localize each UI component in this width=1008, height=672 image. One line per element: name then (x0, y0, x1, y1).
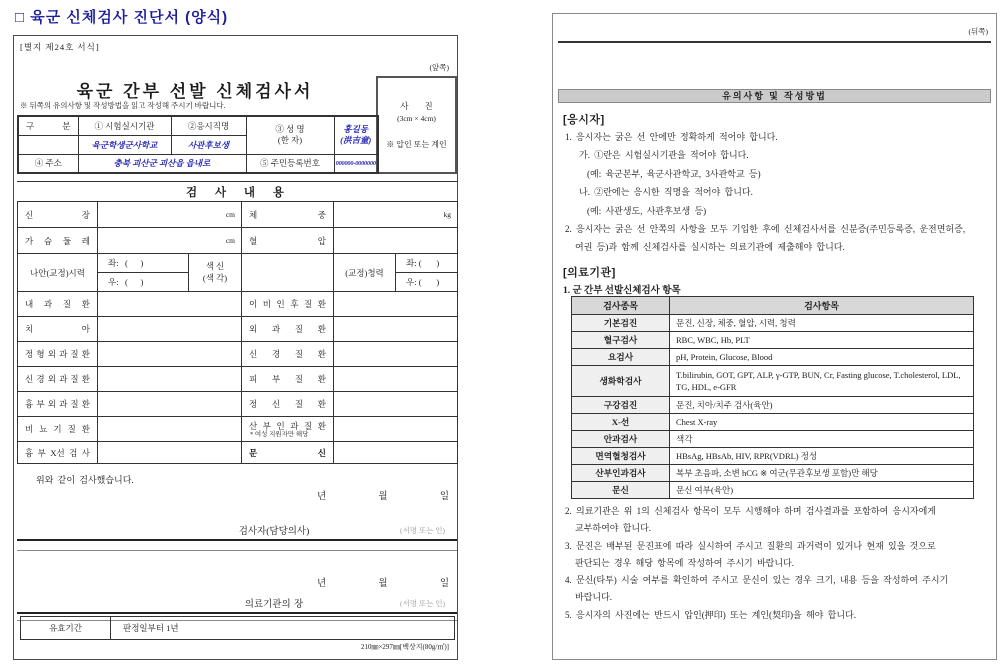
note-line: 2. 의료기관은 위 1의 신체검사 항목이 모두 시행해야 하며 검사결과를 포함하여 응시자에게 (565, 506, 936, 516)
instruction-line: (예: 육군본부, 육군사관학교, 3사관학교 등) (587, 168, 761, 179)
obgyn-note: * 여성 지원자만 해당 (250, 430, 309, 438)
year-label: 년 (317, 492, 327, 502)
color-vision-label (189, 254, 242, 292)
row-tattoo-label: 문 신 (242, 442, 334, 464)
director-date-line (317, 575, 449, 589)
item-type: 기본검진 (572, 315, 670, 332)
vision-left-cell: 좌: ( ) (98, 254, 189, 273)
day-label: 일 (439, 579, 449, 589)
surgery-value-cell (334, 317, 458, 342)
note-line: 4. 문신(타투) 시술 여부를 확인하여 주시고 문신이 있는 경우 크기, 내용 등을 작성하여 주시기 (565, 575, 949, 586)
instruction-line: 나. ②란에는 응시한 직명을 적어야 합니다. (579, 187, 753, 198)
neurosurgery-value-cell (98, 367, 242, 392)
row-bp-label: 혈 압 (242, 228, 334, 254)
form-number: [별지 제24호 서식] (20, 42, 100, 52)
validity-value: 판정일부터 1년 (111, 617, 455, 640)
dental-value-cell (98, 317, 242, 342)
info-header-position: ②응시직명 (171, 116, 246, 135)
hanja-label: (한 자) (277, 135, 303, 146)
photo-box (376, 76, 457, 174)
row-orthopedic-label: 정 형 외 과 질 환 (18, 342, 98, 367)
examiner-date-line (317, 488, 449, 502)
exam-items-table (571, 296, 974, 499)
item-detail: Chest X-ray (670, 414, 974, 431)
photo-label: 사 진 (400, 101, 440, 111)
note-line: 바랍니다. (575, 592, 613, 603)
name-label: ③ 성 명 (275, 123, 305, 134)
form-back-page (552, 13, 997, 660)
signature-rule-thick-1 (17, 539, 457, 541)
medical-section-title: [의료기관] (563, 267, 616, 279)
exam-statement: 위와 같이 검사했습니다. (36, 475, 134, 485)
paper-spec: 210㎜×297㎜[백상지(80g/㎡)] (360, 643, 449, 651)
instruction-line: 2. 응시자는 굵은 선 안쪽의 사항을 모두 기입한 후에 신체검사서를 신분증(주민등록증, 운전면허증, (565, 223, 966, 234)
row-weight-label: 체 중 (242, 202, 334, 228)
item-detail: pH, Protein, Glucose, Blood (670, 349, 974, 366)
info-header-gubun: 구 분 (18, 116, 78, 135)
item-type: 구강검진 (572, 397, 670, 414)
form-instruction-note: ※ 뒤쪽의 유의사항 및 작성방법을 읽고 작성해 주시기 바랍니다. (20, 101, 226, 110)
row-height-label: 신 장 (18, 202, 98, 228)
document-title: □ 육군 신체검사 진단서 (양식) (15, 9, 229, 26)
item-detail: T.bilirubin, GOT, GPT, ALP, γ-GTP, BUN, Cr, Fasting glucose, T.cholesterol, LDL, TG, HDL, e-GFR (670, 366, 974, 397)
month-label: 월 (378, 579, 388, 589)
position-value: 사관후보생 (171, 135, 246, 154)
signature-rule-thick-2 (17, 612, 457, 614)
height-value-cell: cm (98, 202, 242, 228)
director-seal-note: (서명 또는 인) (400, 599, 445, 608)
info-gubun-blank-cell (18, 135, 78, 154)
urology-value-cell (98, 417, 242, 442)
obgyn-label-text: 산 부 인 과 질 환 (249, 420, 327, 431)
row-chest-label: 가 슴 둘 레 (18, 228, 98, 254)
section-divider (17, 181, 457, 182)
info-header-exam-org: ① 시험실시기관 (78, 116, 171, 135)
item-detail: HBsAg, HBsAb, HIV, RPR(VDRL) 정성 (670, 448, 974, 465)
applicant-section-title: [응시자] (563, 114, 605, 126)
hearing-left-cell: 좌: ( ) (396, 254, 458, 273)
items-header-detail: 검사항목 (670, 297, 974, 315)
color-vision-value-cell (242, 254, 334, 292)
xray-value-cell (98, 442, 242, 464)
applicant-instructions (565, 130, 993, 259)
chest-value-cell: cm (98, 228, 242, 254)
validity-label: 유효기간 (21, 617, 111, 640)
internal-value-cell (98, 292, 242, 317)
director-signature-label: 의료기관의 장 (244, 600, 304, 610)
neurology-value-cell (334, 342, 458, 367)
front-side-label: (앞쪽) (429, 63, 449, 72)
day-label: 일 (439, 492, 449, 502)
rrn-value: 000000-0000000 (334, 154, 378, 173)
item-type: 안과검사 (572, 431, 670, 448)
note-line: 판단되는 경우 해당 항목에 작성하여 주시기 바랍니다. (575, 557, 795, 568)
row-thoracic-label: 흉 부 외 과 질 환 (18, 392, 98, 417)
rrn-label: ⑤ 주민등록번호 (246, 154, 334, 173)
medical-notes (565, 504, 995, 625)
instruction-line: 가. ①란은 시험실시기관을 적어야 합니다. (579, 150, 749, 161)
name-value: 홍길동 (343, 123, 369, 134)
exam-content-table (17, 201, 458, 464)
item-detail: 색각 (670, 431, 974, 448)
month-label: 월 (378, 492, 388, 502)
item-detail: RBC, WBC, Hb, PLT (670, 332, 974, 349)
back-side-label: (뒤쪽) (968, 27, 988, 36)
note-line: 3. 문진은 배부된 문진표에 따라 실시하여 주시고 질환의 과거력이 있거나 현재 있을 것으로 (565, 540, 936, 551)
psychiatry-value-cell (334, 392, 458, 417)
tattoo-value-cell (334, 442, 458, 464)
weight-value-cell: kg (334, 202, 458, 228)
item-type: 면역혈청검사 (572, 448, 670, 465)
vision-right-cell: 우: ( ) (98, 273, 189, 292)
info-header-name (246, 116, 334, 154)
item-type: 요검사 (572, 349, 670, 366)
orthopedic-value-cell (98, 342, 242, 367)
row-dental-label: 치 아 (18, 317, 98, 342)
photo-size-label: (3cm × 4cm) (397, 114, 436, 123)
note-line: 5. 응시자의 사진에는 반드시 압인(押印) 또는 계인(契印)을 해야 합니다. (565, 609, 856, 620)
item-type: 생화학검사 (572, 366, 670, 397)
bp-value-cell (334, 228, 458, 254)
color-vision-label-1: 색 신 (205, 261, 225, 272)
hearing-label: (교정)청력 (334, 254, 396, 292)
row-urology-label: 비 뇨 기 질 환 (18, 417, 98, 442)
exam-items-subtitle: 1. 군 간부 선발신체검사 항목 (563, 286, 681, 296)
row-neurosurgery-label: 신 경 외 과 질 환 (18, 367, 98, 392)
item-type: 문신 (572, 482, 670, 499)
row-xray-label: 흉 부 X선 검 사 (18, 442, 98, 464)
item-detail: 문진, 신장, 체중, 혈압, 시력, 청력 (670, 315, 974, 332)
row-vision-label: 나안(교정)시력 (18, 254, 98, 292)
row-ent-label: 이 비 인 후 질 환 (242, 292, 334, 317)
item-type: X-선 (572, 414, 670, 431)
row-obgyn-label (242, 417, 334, 442)
photo-stamp-note: ※ 압인 또는 계인 (386, 140, 447, 149)
color-vision-label-2: (색 각) (202, 272, 228, 283)
applicant-info-table (17, 115, 379, 174)
address-label: ④ 주소 (18, 154, 78, 173)
item-type: 산부인과검사 (572, 465, 670, 482)
thoracic-value-cell (98, 392, 242, 417)
name-value-cell (334, 116, 378, 154)
items-header-type: 검사종목 (572, 297, 670, 315)
row-psychiatry-label: 정 신 질 환 (242, 392, 334, 417)
signature-rule-thin-1 (17, 550, 457, 551)
row-surgery-label: 외 과 질 환 (242, 317, 334, 342)
exam-section-title: 검 사 내 용 (185, 187, 288, 199)
dermatology-value-cell (334, 367, 458, 392)
hearing-right-cell: 우: ( ) (396, 273, 458, 292)
obgyn-value-cell (334, 417, 458, 442)
instruction-line: 여권 등)과 함께 신체검사를 실시하는 의료기관에 제출해야 합니다. (575, 242, 845, 253)
note-line: 교부하여야 합니다. (575, 523, 652, 534)
row-dermatology-label: 피 부 질 환 (242, 367, 334, 392)
item-detail: 복부 초음파, 소변 hCG ※ 여군(무관후보생 포함)만 해당 (670, 465, 974, 482)
year-label: 년 (317, 579, 327, 589)
item-detail: 문신 여부(육안) (670, 482, 974, 499)
ent-value-cell (334, 292, 458, 317)
row-internal-label: 내 과 질 환 (18, 292, 98, 317)
validity-table (20, 616, 455, 640)
item-detail: 문진, 치아/치주 검사(육안) (670, 397, 974, 414)
instruction-line: 1. 응시자는 굵은 선 안에만 정확하게 적어야 합니다. (565, 132, 778, 142)
address-value: 충북 괴산군 괴산읍 읍내로 (78, 154, 246, 173)
back-top-rule (558, 41, 991, 43)
examiner-signature-label: 검사자(담당의사) (238, 527, 310, 537)
name-hanja-value: (洪吉童) (340, 135, 372, 146)
instruction-line: (예: 사관생도, 사관후보생 등) (587, 205, 707, 216)
notice-banner: 유의사항 및 작성방법 (558, 89, 991, 103)
form-front-page (13, 35, 458, 660)
exam-org-value: 육군학생군사학교 (78, 135, 171, 154)
item-type: 혈구검사 (572, 332, 670, 349)
examiner-seal-note: (서명 또는 인) (400, 526, 445, 535)
form-title: 육군 간부 선발 신체검사서 (76, 82, 314, 101)
row-neurology-label: 신 경 질 환 (242, 342, 334, 367)
